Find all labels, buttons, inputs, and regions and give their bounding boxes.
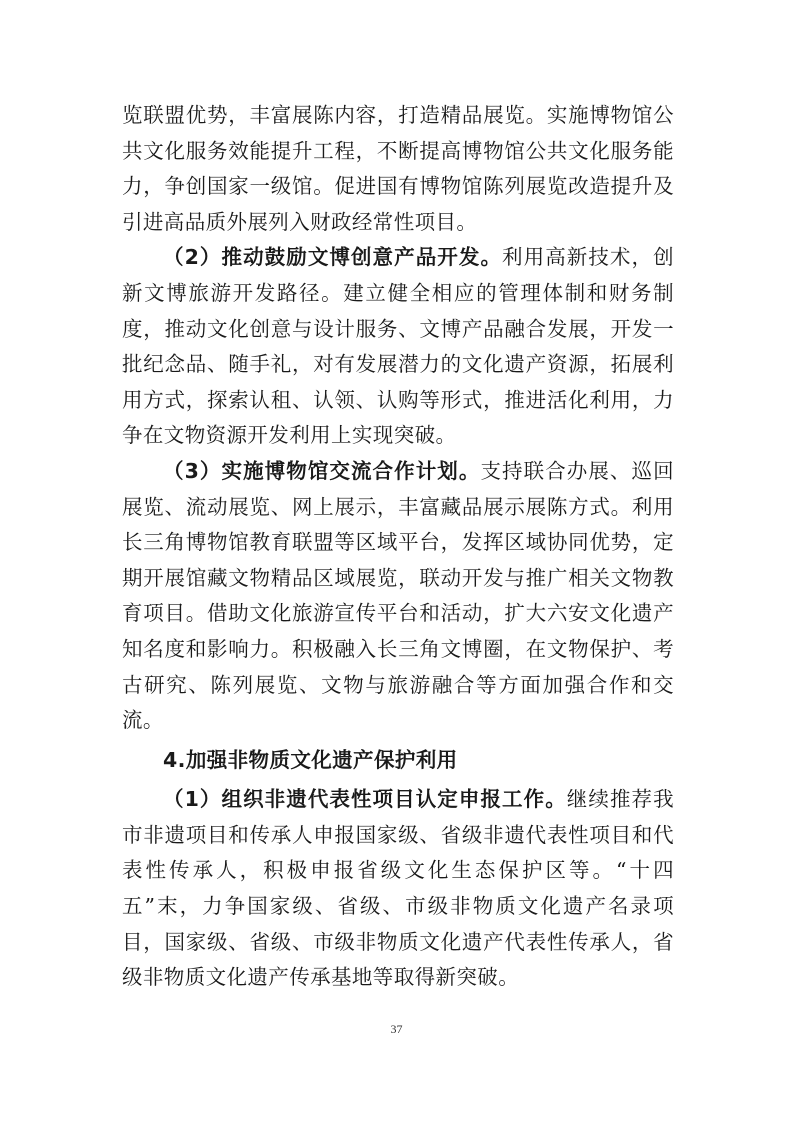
section-title: 4.加强非物质文化遗产保护利用 (163, 747, 458, 772)
paragraph-museum-exchange (122, 454, 674, 739)
paragraph-text: 览联盟优势，丰富展陈内容，打造精品展览。实施博物馆公共文化服务效能提升工程，不断提高博物馆公共文化服务能力，争创国家一级馆。促进国有博物馆陈列展览改造提升及引进高品质外展列入财政经常性项目。 (122, 103, 674, 234)
paragraph-museum-creative-products (122, 240, 674, 454)
paragraph-lead: （3）实施博物馆交流合作计划。 (163, 458, 481, 483)
body-text (122, 98, 674, 996)
paragraph-text: 继续推荐我市非遗项目和传承人申报国家级、省级非遗代表性项目和代表性传承人，积极申报省级文化生态保护区等。“十四五”末，力争国家级、省级、市级非物质文化遗产名录项目，国家级、省级、市级非物质文化遗产代表性传承人，省级非物质文化遗产传承基地等取得新突破。 (122, 787, 674, 990)
page-number: 37 (390, 1022, 403, 1036)
paragraph-text: 支持联合办展、巡回展览、流动展览、网上展示，丰富藏品展示展陈方式。利用长三角博物馆教育联盟等区域平台，发挥区域协同优势，定期开展馆藏文物精品区域展览，联动开发与推广相关文物教育项目。借助文化旅游宣传平台和活动，扩大六安文化遗产知名度和影响力。积极融入长三角文博圈，在文物保护、考古研究、陈列展览、文物与旅游融合等方面加强合作和交流。 (122, 458, 674, 733)
paragraph-text: 利用高新技术，创新文博旅游开发路径。建立健全相应的管理体制和财务制度，推动文化创意与设计服务、文博产品融合发展，开发一批纪念品、随手礼，对有发展潜力的文化遗产资源，拓展利用方式，探索认租、认领、认购等形式，推进活化利用，力争在文物资源开发利用上实现突破。 (122, 245, 675, 448)
paragraph-lead: （2）推动鼓励文博创意产品开发。 (163, 245, 503, 270)
paragraph-lead: （1）组织非遗代表性项目认定申报工作。 (163, 787, 567, 812)
paragraph-intangible-heritage (122, 782, 674, 996)
section-heading (122, 743, 674, 779)
paragraph-continuation (122, 98, 674, 240)
